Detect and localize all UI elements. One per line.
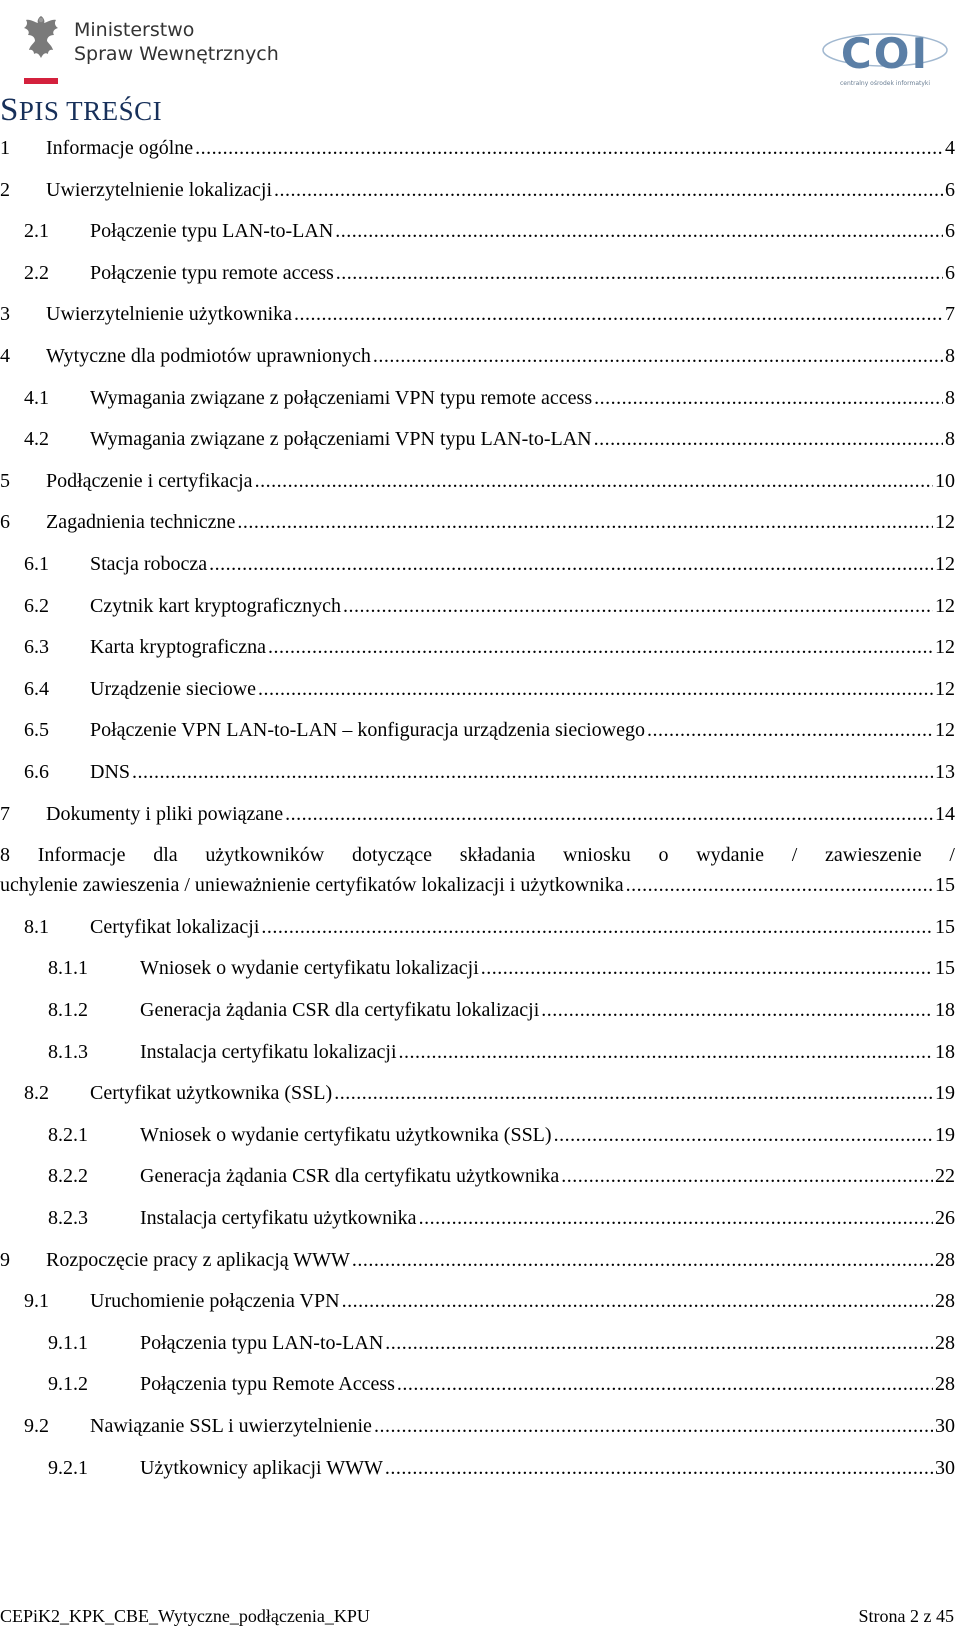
toc-entry-page: 22 [935,1165,955,1188]
toc-entry[interactable] [0,260,955,286]
toc-entry-number: 4 [0,345,10,367]
toc-entry-label: Użytkownicy aplikacji WWW [140,1456,383,1479]
toc-entry-page: 28 [935,1290,955,1313]
toc-entry-label: Wymagania związane z połączeniami VPN typu remote access [90,386,593,409]
coi-logo [818,28,952,94]
ministry-line-2: Spraw Wewnętrznych [74,43,279,65]
toc-leader-dots [335,218,943,244]
toc-leader-dots [481,955,933,981]
toc-entry-number: 9 [0,1248,10,1271]
footer-page-info: Strona 2 z 45 [858,1606,954,1626]
toc-leader-dots [385,1330,933,1356]
toc-leader-dots [268,634,933,660]
toc-entry[interactable] [0,1413,955,1439]
toc-entry-page: 8 [945,428,955,451]
toc-entry-number: 8.2 [24,1082,49,1105]
toc-leader-dots [255,468,933,494]
toc-entry-label: Połączenia typu Remote Access [140,1373,395,1396]
toc-entry-word: wniosku [562,844,631,867]
toc-entry-page: 13 [935,761,955,783]
toc-entry-number: 6.2 [24,594,49,617]
toc-leader-dots [342,1288,933,1314]
toc-leader-dots [352,1247,933,1273]
toc-entry-number: 6.5 [24,719,49,742]
toc-entry[interactable] [0,468,955,494]
toc-entry-number: 9.1.1 [48,1331,88,1354]
toc-entry-label: Czytnik kart kryptograficznych [90,594,342,617]
toc-entry-word: użytkowników [205,844,325,867]
toc-leader-dots [373,343,943,369]
toc-entry[interactable] [0,343,955,369]
toc-entry[interactable] [0,1163,955,1189]
toc-entry[interactable] [0,997,955,1023]
toc-entry-page: 14 [935,802,955,825]
toc-entry-label: Wymagania związane z połączeniami VPN typu LAN-to-LAN [90,428,592,451]
toc-entry-label: Wniosek o wydanie certyfikatu lokalizacji [140,957,479,980]
toc-leader-dots [336,260,943,286]
toc-leader-dots [399,1039,933,1065]
toc-entry-page: 12 [935,594,955,617]
toc-entry[interactable] [0,1330,955,1356]
toc-entry-word: / [791,844,798,867]
toc-entry-label: Karta kryptograficzna [90,636,267,659]
toc-entry-page: 6 [945,220,955,243]
toc-entry-number: 9.2 [24,1415,49,1437]
footer-doc-name: CEPiK2_KPK_CBE_Wytyczne_podłączenia_KPU [0,1606,370,1626]
toc-entry-number: 7 [0,802,10,825]
toc-entry[interactable] [0,1371,955,1397]
toc-entry-label: Zagadnienia techniczne [46,511,236,534]
toc-entry-page: 6 [945,178,955,201]
toc-entry-number: 2.2 [24,261,49,284]
flag-stripe [24,78,58,84]
toc-entry-page: 26 [935,1207,955,1229]
toc-entry-page: 4 [945,137,955,159]
toc-entry-page: 15 [935,915,955,938]
toc-entry[interactable] [0,1080,955,1106]
toc-entry[interactable] [0,840,955,900]
toc-entry-number: 8.1 [24,915,49,938]
toc-entry-label: Podłączenie i certyfikacja [46,469,253,492]
toc-entry[interactable] [0,301,955,327]
toc-entry-label: Połączenie typu LAN-to-LAN [90,220,334,243]
toc-entry-number: 6 [0,511,10,534]
toc-entry-number: 6.1 [24,553,49,575]
toc-entry[interactable] [0,177,955,203]
toc-entry[interactable] [0,1039,955,1065]
toc-entry[interactable] [0,634,955,660]
toc-entry[interactable] [0,135,955,161]
toc-entry-label: Urządzenie sieciowe [90,677,257,700]
toc-entry-page: 7 [945,303,955,326]
toc-entry-page: 19 [935,1123,955,1146]
toc-entry-number: 8.2.1 [48,1123,88,1146]
toc-entry[interactable] [0,717,955,743]
toc-entry[interactable] [0,1247,955,1273]
toc-entry[interactable] [0,1455,955,1481]
toc-entry-word: wydanie [696,844,764,867]
toc-entry[interactable] [0,759,955,785]
toc-entry-page: 10 [935,469,955,492]
toc-entry-word: zawieszenie [825,844,922,867]
toc-entry-label: Uwierzytelnienie lokalizacji [46,178,273,201]
toc-entry-page: 12 [935,677,955,700]
toc-leader-dots [195,135,943,161]
toc-entry[interactable] [0,593,955,619]
ministry-line-1: Ministerstwo [74,19,195,41]
toc-entry[interactable] [0,509,955,535]
toc-heading: SPIS TREŚCI [0,92,163,128]
toc-entry[interactable] [0,385,955,411]
toc-entry-page: 30 [935,1456,955,1479]
toc-leader-dots [385,1455,933,1481]
toc-leader-dots [541,997,933,1023]
toc-entry-number: 8.2.2 [48,1165,88,1188]
toc-entry-label: Certyfikat użytkownika (SSL) [90,1082,333,1105]
coi-logo-icon [818,28,952,78]
toc-entry-label: Połączenia typu LAN-to-LAN [140,1331,384,1354]
toc-entry[interactable] [0,801,955,827]
toc-entry-page: 28 [935,1331,955,1354]
polish-eagle-icon [20,14,62,64]
toc-entry-label: Uruchomienie połączenia VPN [90,1290,340,1313]
toc-leader-dots [343,593,933,619]
toc-entry[interactable] [0,551,955,577]
toc-leader-dots [209,551,933,577]
toc-entry-page: 15 [935,957,955,980]
toc-leader-dots [647,717,933,743]
toc-entry-word: dotyczące [352,844,432,867]
toc-entry-label: Połączenie typu remote access [90,261,334,284]
toc-entry-number: 6.6 [24,761,49,783]
toc-entry-label: Wniosek o wydanie certyfikatu użytkownika (SSL) [140,1123,552,1146]
toc-leader-dots [294,301,943,327]
toc-entry[interactable] [0,955,955,981]
toc-entry-page: 12 [935,511,955,534]
toc-entry-label: uchylenie zawieszenia / unieważnienie certyfikatów lokalizacji i użytkownika [0,874,624,897]
toc-entry-number: 8.1.3 [48,1040,88,1063]
coi-subtitle: centralny ośrodek informatyki [839,80,931,87]
toc-entry-number: 5 [0,469,10,492]
toc-entry-word: dla [153,844,178,867]
toc-entry[interactable] [0,426,955,452]
toc-entry[interactable] [0,218,955,244]
toc-entry-label: Wytyczne dla podmiotów uprawnionych [46,345,371,367]
toc-entry-number: 1 [0,137,10,159]
toc-leader-dots [334,1080,933,1106]
toc-entry-number: 6.4 [24,677,49,700]
toc-entry-page: 12 [935,636,955,659]
toc-entry-number: 8.2.3 [48,1207,88,1229]
ministry-logo [20,12,290,76]
toc-entry-number: 8 [0,844,10,867]
toc-entry-page: 30 [935,1415,955,1437]
toc-entry-page: 15 [935,874,955,897]
toc-entry-label: Generacja żądania CSR dla certyfikatu lokalizacji [140,999,540,1021]
toc-leader-dots [554,1122,933,1148]
toc-entry-label: Dokumenty i pliki powiązane [46,802,284,825]
svg-text:COI: COI [840,29,930,78]
toc-leader-dots [397,1371,933,1397]
toc-leader-dots [132,759,933,785]
toc-entry[interactable] [0,914,955,940]
toc-leader-dots [594,385,943,411]
toc-entry-page: 12 [935,553,955,575]
toc-entry-label: Nawiązanie SSL i uwierzytelnienie [90,1415,372,1437]
toc-entry-page: 6 [945,261,955,284]
toc-leader-dots [261,914,933,940]
toc-leader-dots [285,801,933,827]
toc-entry-label: Instalacja certyfikatu lokalizacji [140,1040,397,1063]
toc-entry-page: 28 [935,1373,955,1396]
toc-entry-page: 18 [935,1040,955,1063]
toc-entry-label: Stacja robocza [90,553,208,575]
toc-entry-word: / [949,844,955,867]
toc-entry-number: 9.2.1 [48,1456,88,1479]
toc-entry-label: Certyfikat lokalizacji [90,915,260,938]
toc-entry[interactable] [0,1205,955,1231]
toc-entry-word: Informacje [37,844,126,867]
toc-entry-number: 8.1.2 [48,999,88,1021]
toc-leader-dots [594,426,943,452]
toc-entry-page: 28 [935,1248,955,1271]
toc-entry[interactable] [0,1122,955,1148]
toc-entry-word: składania [459,844,536,867]
toc-leader-dots [561,1163,933,1189]
toc-leader-dots [274,177,943,203]
toc-entry-label: Informacje ogólne [46,137,194,159]
toc-entry-number: 3 [0,303,10,326]
toc-entry-label: Połączenie VPN LAN-to-LAN – konfiguracja urządzenia sieciowego [90,719,645,742]
toc-entry-page: 8 [945,386,955,409]
toc-leader-dots [374,1413,933,1439]
toc-leader-dots [237,509,933,535]
toc-entry-label: Generacja żądania CSR dla certyfikatu użytkownika [140,1165,560,1188]
toc-entry-number: 9.1.2 [48,1373,88,1396]
toc-entry-label: Instalacja certyfikatu użytkownika [140,1207,417,1229]
toc-entry-page: 18 [935,999,955,1021]
toc-entry-page: 8 [945,345,955,367]
toc-entry[interactable] [0,1288,955,1314]
toc-entry-number: 9.1 [24,1290,49,1313]
toc-leader-dots [626,870,933,900]
toc-leader-dots [419,1205,933,1231]
toc-entry-number: 4.1 [24,386,49,409]
toc-entry[interactable] [0,676,955,702]
toc-entry-number: 2.1 [24,220,49,243]
toc-entry-number: 2 [0,178,10,201]
toc-entry-label: Uwierzytelnienie użytkownika [46,303,293,326]
toc-entry-word: o [658,844,669,867]
toc-entry-number: 4.2 [24,428,49,451]
toc-entry-page: 12 [935,719,955,742]
ministry-name [74,18,279,66]
toc-entry-number: 6.3 [24,636,49,659]
toc-entry-number: 8.1.1 [48,957,88,980]
toc-entry-label: Rozpoczęcie pracy z aplikacją WWW [46,1248,350,1271]
toc-leader-dots [258,676,933,702]
toc-entry-page: 19 [935,1082,955,1105]
toc-entry-label: DNS [90,761,131,783]
